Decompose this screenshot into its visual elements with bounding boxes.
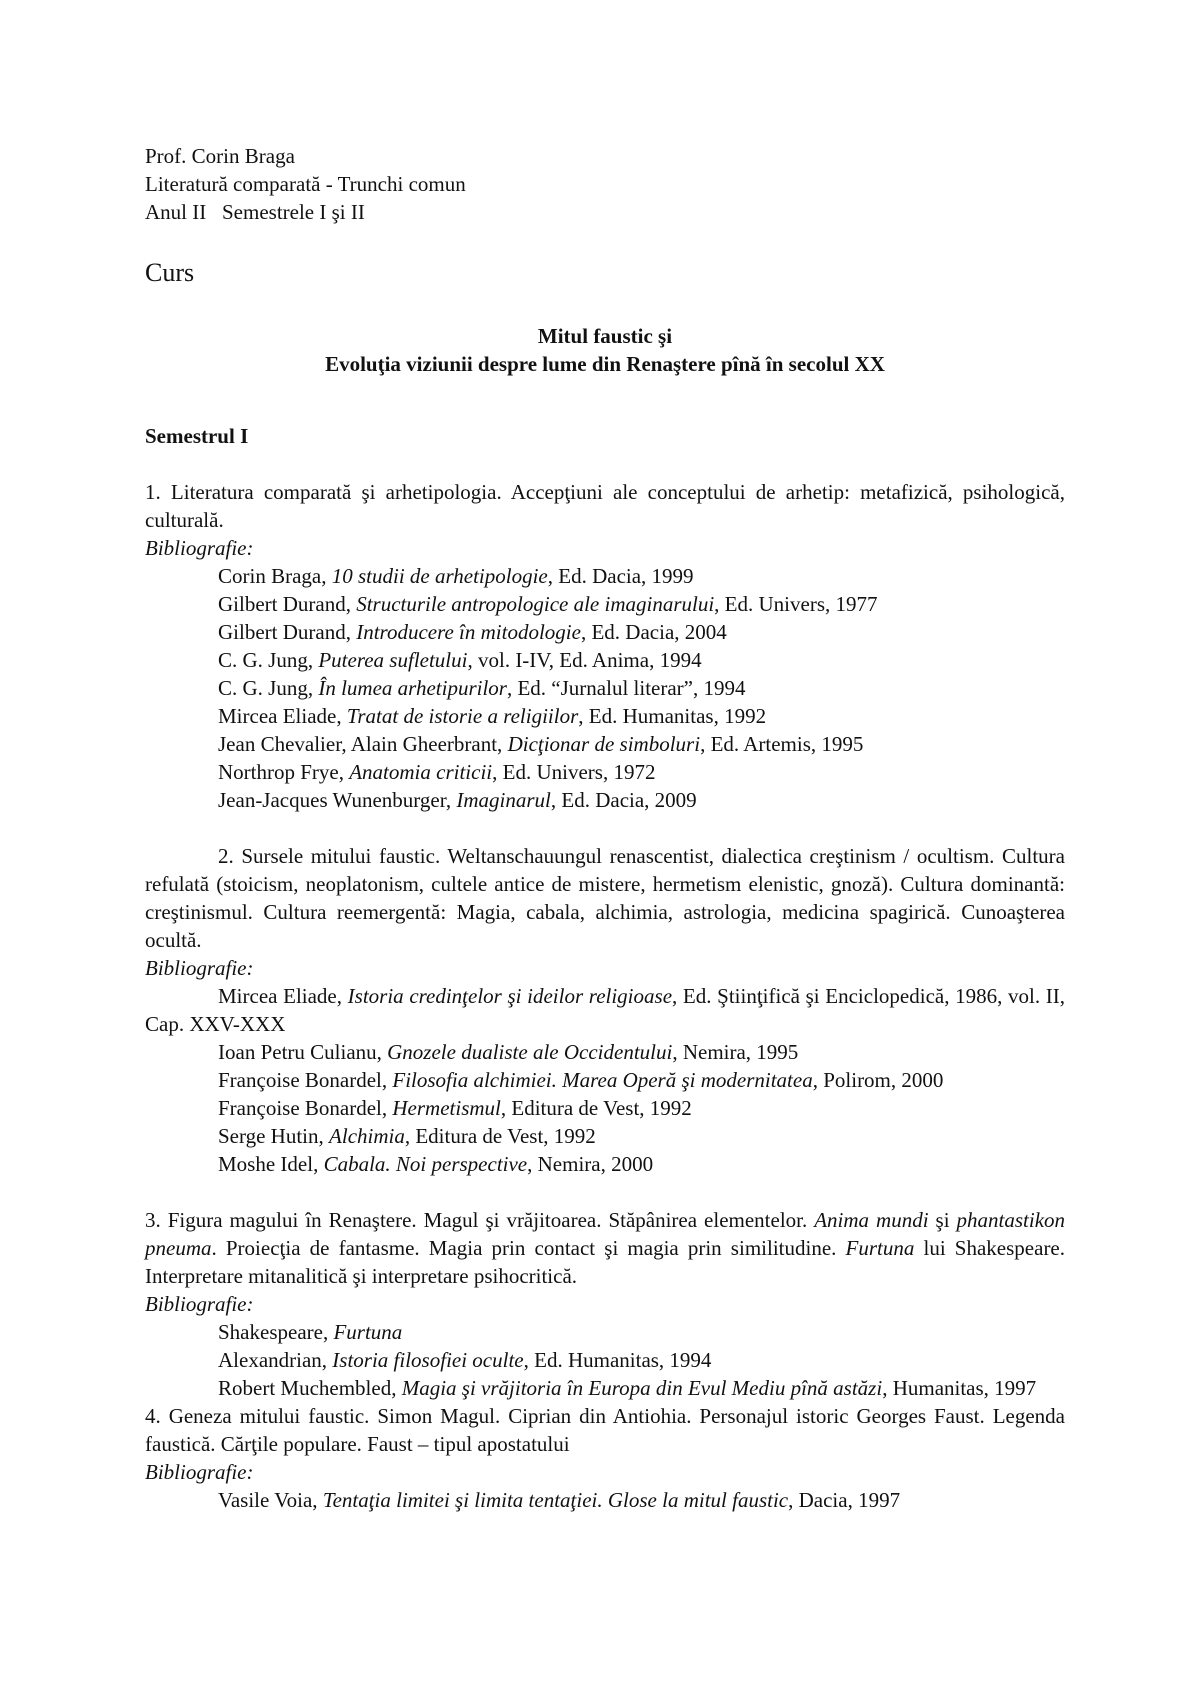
semester-heading: Semestrul I xyxy=(145,424,249,448)
section-2-bibliography xyxy=(145,982,1065,1178)
bib-entry: Jean Chevalier, Alain Gheerbrant, Dicţionar de simboluri, Ed. Artemis, 1995 xyxy=(218,732,864,756)
section-4 xyxy=(145,1402,1065,1514)
bib-entry: Shakespeare, Furtuna xyxy=(218,1320,403,1344)
bib-entry: C. G. Jung, Puterea sufletului, vol. I-IV, Ed. Anima, 1994 xyxy=(218,648,702,672)
bib-entry: Ioan Petru Culianu, Gnozele dualiste ale Occidentului, Nemira, 1995 xyxy=(218,1040,799,1064)
section-1-bib-label: Bibliografie: xyxy=(145,536,254,560)
course-line: Literatură comparată - Trunchi comun xyxy=(145,172,466,196)
document-content xyxy=(145,142,1065,1514)
bib-entry: Moshe Idel, Cabala. Noi perspective, Nemira, 2000 xyxy=(218,1152,654,1176)
bib-entry: Mircea Eliade, Istoria credinţelor şi ideilor religioase, Ed. Ştiinţifică şi Enciclopedică, 1986, vol. II, Cap. XXV-XXX xyxy=(145,984,1065,1036)
section-1-bibliography xyxy=(145,562,1065,814)
bib-entry: Françoise Bonardel, Filosofia alchimiei. Marea Operă şi modernitatea, Polirom, 2000 xyxy=(218,1068,944,1092)
section-2-bib-label: Bibliografie: xyxy=(145,956,254,980)
bib-entry: Jean-Jacques Wunenburger, Imaginarul, Ed. Dacia, 2009 xyxy=(218,788,697,812)
bib-entry: Serge Hutin, Alchimia, Editura de Vest, 1992 xyxy=(218,1124,596,1148)
section-3 xyxy=(145,1206,1065,1402)
bib-entry: Northrop Frye, Anatomia criticii, Ed. Univers, 1972 xyxy=(218,760,656,784)
bib-entry: Alexandrian, Istoria filosofiei oculte, Ed. Humanitas, 1994 xyxy=(218,1348,712,1372)
bib-entry: Françoise Bonardel, Hermetismul, Editura de Vest, 1992 xyxy=(218,1096,692,1120)
section-3-text: 3. Figura magului în Renaştere. Magul şi vrăjitoarea. Stăpânirea elementelor. Anima mundi şi phantastikon pneuma. Proiecţia de fantasme. Magia prin contact şi magia prin similitudine. Furtuna lui Shakespeare. Interpretare mitanalitică şi interpretare psihocritică. xyxy=(145,1208,1066,1288)
header-block xyxy=(145,142,1065,226)
bib-entry: Robert Muchembled, Magia şi vrăjitoria în Europa din Evul Mediu pînă astăzi, Humanitas, 1997 xyxy=(218,1376,1037,1400)
author-line: Prof. Corin Braga xyxy=(145,144,295,168)
bib-entry: Gilbert Durand, Structurile antropologice ale imaginarului, Ed. Univers, 1977 xyxy=(218,592,878,616)
section-2-text: 2. Sursele mitului faustic. Weltanschauungul renascentist, dialectica creştinism / ocultism. Cultura refulată (stoicism, neoplatonism, cultele antice de mistere, hermetism elenistic, gnoză). Cultura dominantă: creştinismul. Cultura reemergentă: Magia, cabala, alchimia, astrologia, medicina spagirică. Cunoaşterea ocultă. xyxy=(145,844,1065,952)
section-3-bibliography xyxy=(145,1318,1065,1402)
section-4-bib-label: Bibliografie: xyxy=(145,1460,254,1484)
section-4-text: 4. Geneza mitului faustic. Simon Magul. Ciprian din Antiohia. Personajul istoric Georges Faust. Legenda faustică. Cărţile populare. Faust – tipul apostatului xyxy=(145,1404,1065,1456)
bib-entry: Vasile Voia, Tentaţia limitei şi limita tentaţiei. Glose la mitul faustic, Dacia, 1997 xyxy=(218,1488,901,1512)
document-title xyxy=(145,322,1065,378)
section-2 xyxy=(145,842,1065,1178)
bib-entry: C. G. Jung, În lumea arhetipurilor, Ed. “Jurnalul literar”, 1994 xyxy=(218,676,746,700)
bib-entry: Corin Braga, 10 studii de arhetipologie, Ed. Dacia, 1999 xyxy=(218,564,694,588)
year-line: Anul II Semestrele I şi II xyxy=(145,200,365,224)
bib-entry: Mircea Eliade, Tratat de istorie a religiilor, Ed. Humanitas, 1992 xyxy=(218,704,767,728)
section-1 xyxy=(145,478,1065,814)
title-line-1: Mitul faustic şi xyxy=(537,324,673,348)
section-4-bibliography xyxy=(145,1486,1065,1514)
curs-heading: Curs xyxy=(145,258,195,287)
section-1-text: 1. Literatura comparată şi arhetipologia. Accepţiuni ale conceptului de arhetip: metafizică, psihologică, culturală. xyxy=(145,480,1065,532)
section-3-bib-label: Bibliografie: xyxy=(145,1292,254,1316)
title-line-2: Evoluţia viziunii despre lume din Renaştere pînă în secolul XX xyxy=(325,352,885,376)
bib-entry: Gilbert Durand, Introducere în mitodologie, Ed. Dacia, 2004 xyxy=(218,620,727,644)
